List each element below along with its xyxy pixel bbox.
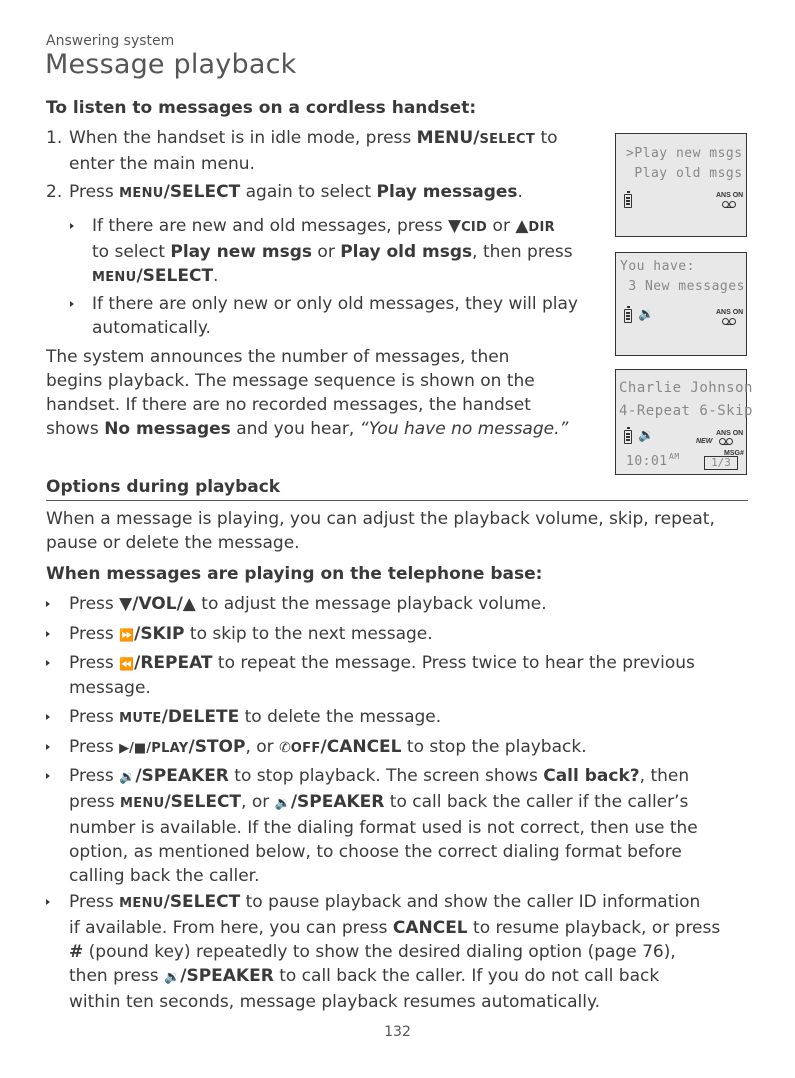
item-text: option, as mentioned below, to choose the correct dialing format before (69, 842, 682, 862)
step-text: . (517, 182, 523, 202)
step-text: to (535, 128, 558, 148)
item-text: Press (69, 624, 120, 644)
bullet-text: or (312, 242, 341, 262)
bold-term: Play new msgs (170, 242, 313, 262)
item-text: then press (69, 966, 165, 986)
volume-key: ▼/VOL/▲ (119, 594, 196, 614)
item-text: , or (245, 737, 280, 757)
step-2 (46, 180, 606, 206)
item-text: to adjust the message playback volume. (195, 594, 547, 614)
key-label-small: SELECT (479, 132, 536, 147)
item-text: within ten seconds, message playback resumes automatically. (69, 992, 601, 1012)
bullet-icon (46, 660, 50, 666)
paragraph-line: begins playback. The message sequence is shown on the (46, 371, 535, 391)
bold-term: Play messages (376, 182, 518, 202)
lcd-am: AM (669, 452, 680, 461)
lcd-line: >Play new msgs (626, 146, 743, 161)
speaker-icon: 🔉 (164, 970, 181, 985)
answering-machine-icon (719, 438, 733, 444)
bullet-icon (46, 899, 50, 905)
lcd-screen-you-have (615, 252, 747, 356)
bullet-text: to select (92, 242, 171, 262)
item-text: to resume playback, or press (467, 918, 721, 938)
item-text: number is available. If the dialing format used is not correct, then use the (69, 818, 698, 838)
ans-on-label: ANS ON (716, 309, 744, 316)
battery-icon (624, 309, 632, 323)
up-arrow-icon: ▲ (515, 216, 529, 236)
key-label: /SELECT (164, 792, 242, 812)
option-item-speaker (46, 764, 748, 888)
paragraph-line: handset. If there are no recorded messages, the handset (46, 395, 531, 415)
key-label-small: /PLAY (146, 741, 189, 756)
step-text: Press (69, 182, 120, 202)
bullet-text: , then press (472, 242, 573, 262)
item-text: Press (69, 653, 120, 673)
sub-bullet-2 (46, 292, 606, 340)
key-label: /SPEAKER (290, 792, 385, 812)
bullet-icon (46, 714, 50, 720)
speaker-icon: 🔉 (638, 428, 655, 443)
quote-text: “You have no message.” (359, 419, 569, 439)
skip-icon: ⏩ (119, 628, 135, 642)
item-text: to call back the caller. If you do not call back (273, 966, 660, 986)
item-text: to stop playback. The screen shows (228, 766, 544, 786)
item-text: Press (69, 766, 120, 786)
bold-term: No messages (104, 419, 231, 439)
option-item-stop (46, 735, 748, 761)
intro-line: pause or delete the message. (46, 533, 300, 553)
key-label: /SPEAKER (135, 766, 229, 786)
section-label: Answering system (46, 33, 175, 49)
item-text: to delete the message. (239, 707, 442, 727)
battery-icon (624, 430, 632, 444)
bullet-text: . (213, 266, 219, 286)
key-label-small: MENU (92, 270, 137, 285)
lcd-line: 4-Repeat 6-Skip (619, 403, 753, 419)
page-title: Message playback (45, 49, 297, 80)
item-text: Press (69, 707, 120, 727)
base-heading: When messages are playing on the telephone base: (46, 564, 543, 584)
item-text: Press (69, 892, 120, 912)
playback-paragraph (46, 345, 611, 441)
option-item-skip (46, 622, 748, 647)
paragraph-line: shows (46, 419, 105, 439)
bullet-text: automatically. (92, 318, 211, 338)
ans-on-label: ANS ON (716, 430, 744, 437)
key-label: /SELECT (136, 266, 214, 286)
step-1 (46, 126, 606, 176)
answering-machine-icon (722, 318, 736, 324)
section-rule (46, 500, 748, 501)
bullet-icon (46, 744, 50, 750)
lcd-line: Play old msgs (626, 166, 743, 181)
item-text: message. (69, 678, 151, 698)
repeat-icon: ⏪ (119, 657, 135, 671)
new-label: NEW (696, 438, 713, 445)
key-label: /SPEAKER (180, 966, 274, 986)
down-arrow-icon: ▼ (447, 216, 462, 236)
key-label-small: MENU (119, 896, 164, 911)
item-text: to skip to the next message. (184, 624, 433, 644)
key-label: /DELETE (161, 707, 240, 727)
options-heading: Options during playback (46, 477, 281, 497)
item-text: Press (69, 737, 120, 757)
speaker-icon: 🔉 (274, 796, 291, 811)
key-label-small: DIR (528, 220, 555, 235)
paragraph-line: The system announces the number of messages, then (46, 347, 510, 367)
key-label: /SELECT (163, 182, 241, 202)
speaker-icon: 🔉 (119, 770, 136, 785)
answering-machine-icon (722, 201, 736, 207)
bullet-text: or (487, 216, 516, 236)
step-text: When the handset is in idle mode, press (69, 128, 417, 148)
lcd-screen-message-detail (615, 369, 753, 475)
lcd-screen-play-menu (615, 133, 747, 237)
key-label: MENU/ (416, 128, 480, 148)
item-text: to call back the caller if the caller’s (384, 792, 689, 812)
sub-bullet-1 (46, 214, 606, 290)
item-text: press (69, 792, 120, 812)
option-item-volume (46, 592, 748, 616)
lcd-line: 3 New messages (620, 279, 745, 294)
item-text: Press (69, 594, 120, 614)
ans-on-label: ANS ON (716, 192, 744, 199)
page-number: 132 (384, 1024, 411, 1040)
bold-term: Call back? (543, 766, 640, 786)
step-text: again to select (240, 182, 377, 202)
key-label-small: MUTE (119, 711, 162, 726)
key-label: /SELECT (163, 892, 241, 912)
key-label-small: MENU (119, 186, 164, 201)
msg-number-label: MSG# (724, 450, 744, 457)
key-label: /CANCEL (320, 737, 402, 757)
item-text: to pause playback and show the caller ID information (240, 892, 701, 912)
message-count: 1/3 (704, 456, 738, 470)
option-item-repeat (46, 651, 748, 700)
item-text: , then (639, 766, 690, 786)
option-item-delete (46, 705, 748, 731)
bold-term: CANCEL (392, 918, 468, 938)
key-label: /SKIP (134, 624, 185, 644)
play-stop-icon: ▶/■ (119, 741, 147, 756)
item-text: to repeat the message. Press twice to hear the previous (212, 653, 695, 673)
intro-line: When a message is playing, you can adjust the playback volume, skip, repeat, (46, 509, 715, 529)
bullet-icon (70, 223, 74, 229)
bullet-icon (46, 601, 50, 607)
item-text: calling back the caller. (69, 866, 260, 886)
bullet-text: If there are new and old messages, press (92, 216, 448, 236)
key-label: /REPEAT (134, 653, 213, 673)
bullet-icon (46, 773, 50, 779)
item-text: , or (241, 792, 275, 812)
step-number: 2. (46, 182, 63, 202)
step-text: enter the main menu. (69, 154, 255, 174)
key-label-small: MENU (119, 796, 165, 811)
step-number: 1. (46, 128, 63, 148)
option-item-pause (46, 890, 748, 1014)
handset-heading: To listen to messages on a cordless handset: (46, 98, 477, 118)
battery-icon (624, 194, 632, 208)
phone-off-icon: ✆ (279, 740, 291, 756)
key-label-small: OFF (290, 741, 321, 756)
bullet-icon (70, 301, 74, 307)
lcd-line: You have: (620, 259, 695, 274)
paragraph-line: and you hear, (230, 419, 360, 439)
key-label: /STOP (188, 737, 246, 757)
key-label-small: CID (461, 220, 488, 235)
lcd-caller-name: Charlie Johnson (619, 380, 753, 396)
bullet-text: If there are only new or only old messages, they will play (92, 294, 578, 314)
lcd-time: 10:01 (626, 454, 668, 469)
speaker-icon: 🔉 (638, 307, 655, 322)
item-text: to stop the playback. (401, 737, 587, 757)
bold-term: Play old msgs (340, 242, 473, 262)
item-text: if available. From here, you can press (69, 918, 393, 938)
pound-key: # (69, 942, 84, 962)
item-text: (pound key) repeatedly to show the desired dialing option (page 76), (83, 942, 676, 962)
options-intro (46, 507, 748, 555)
bullet-icon (46, 631, 50, 637)
